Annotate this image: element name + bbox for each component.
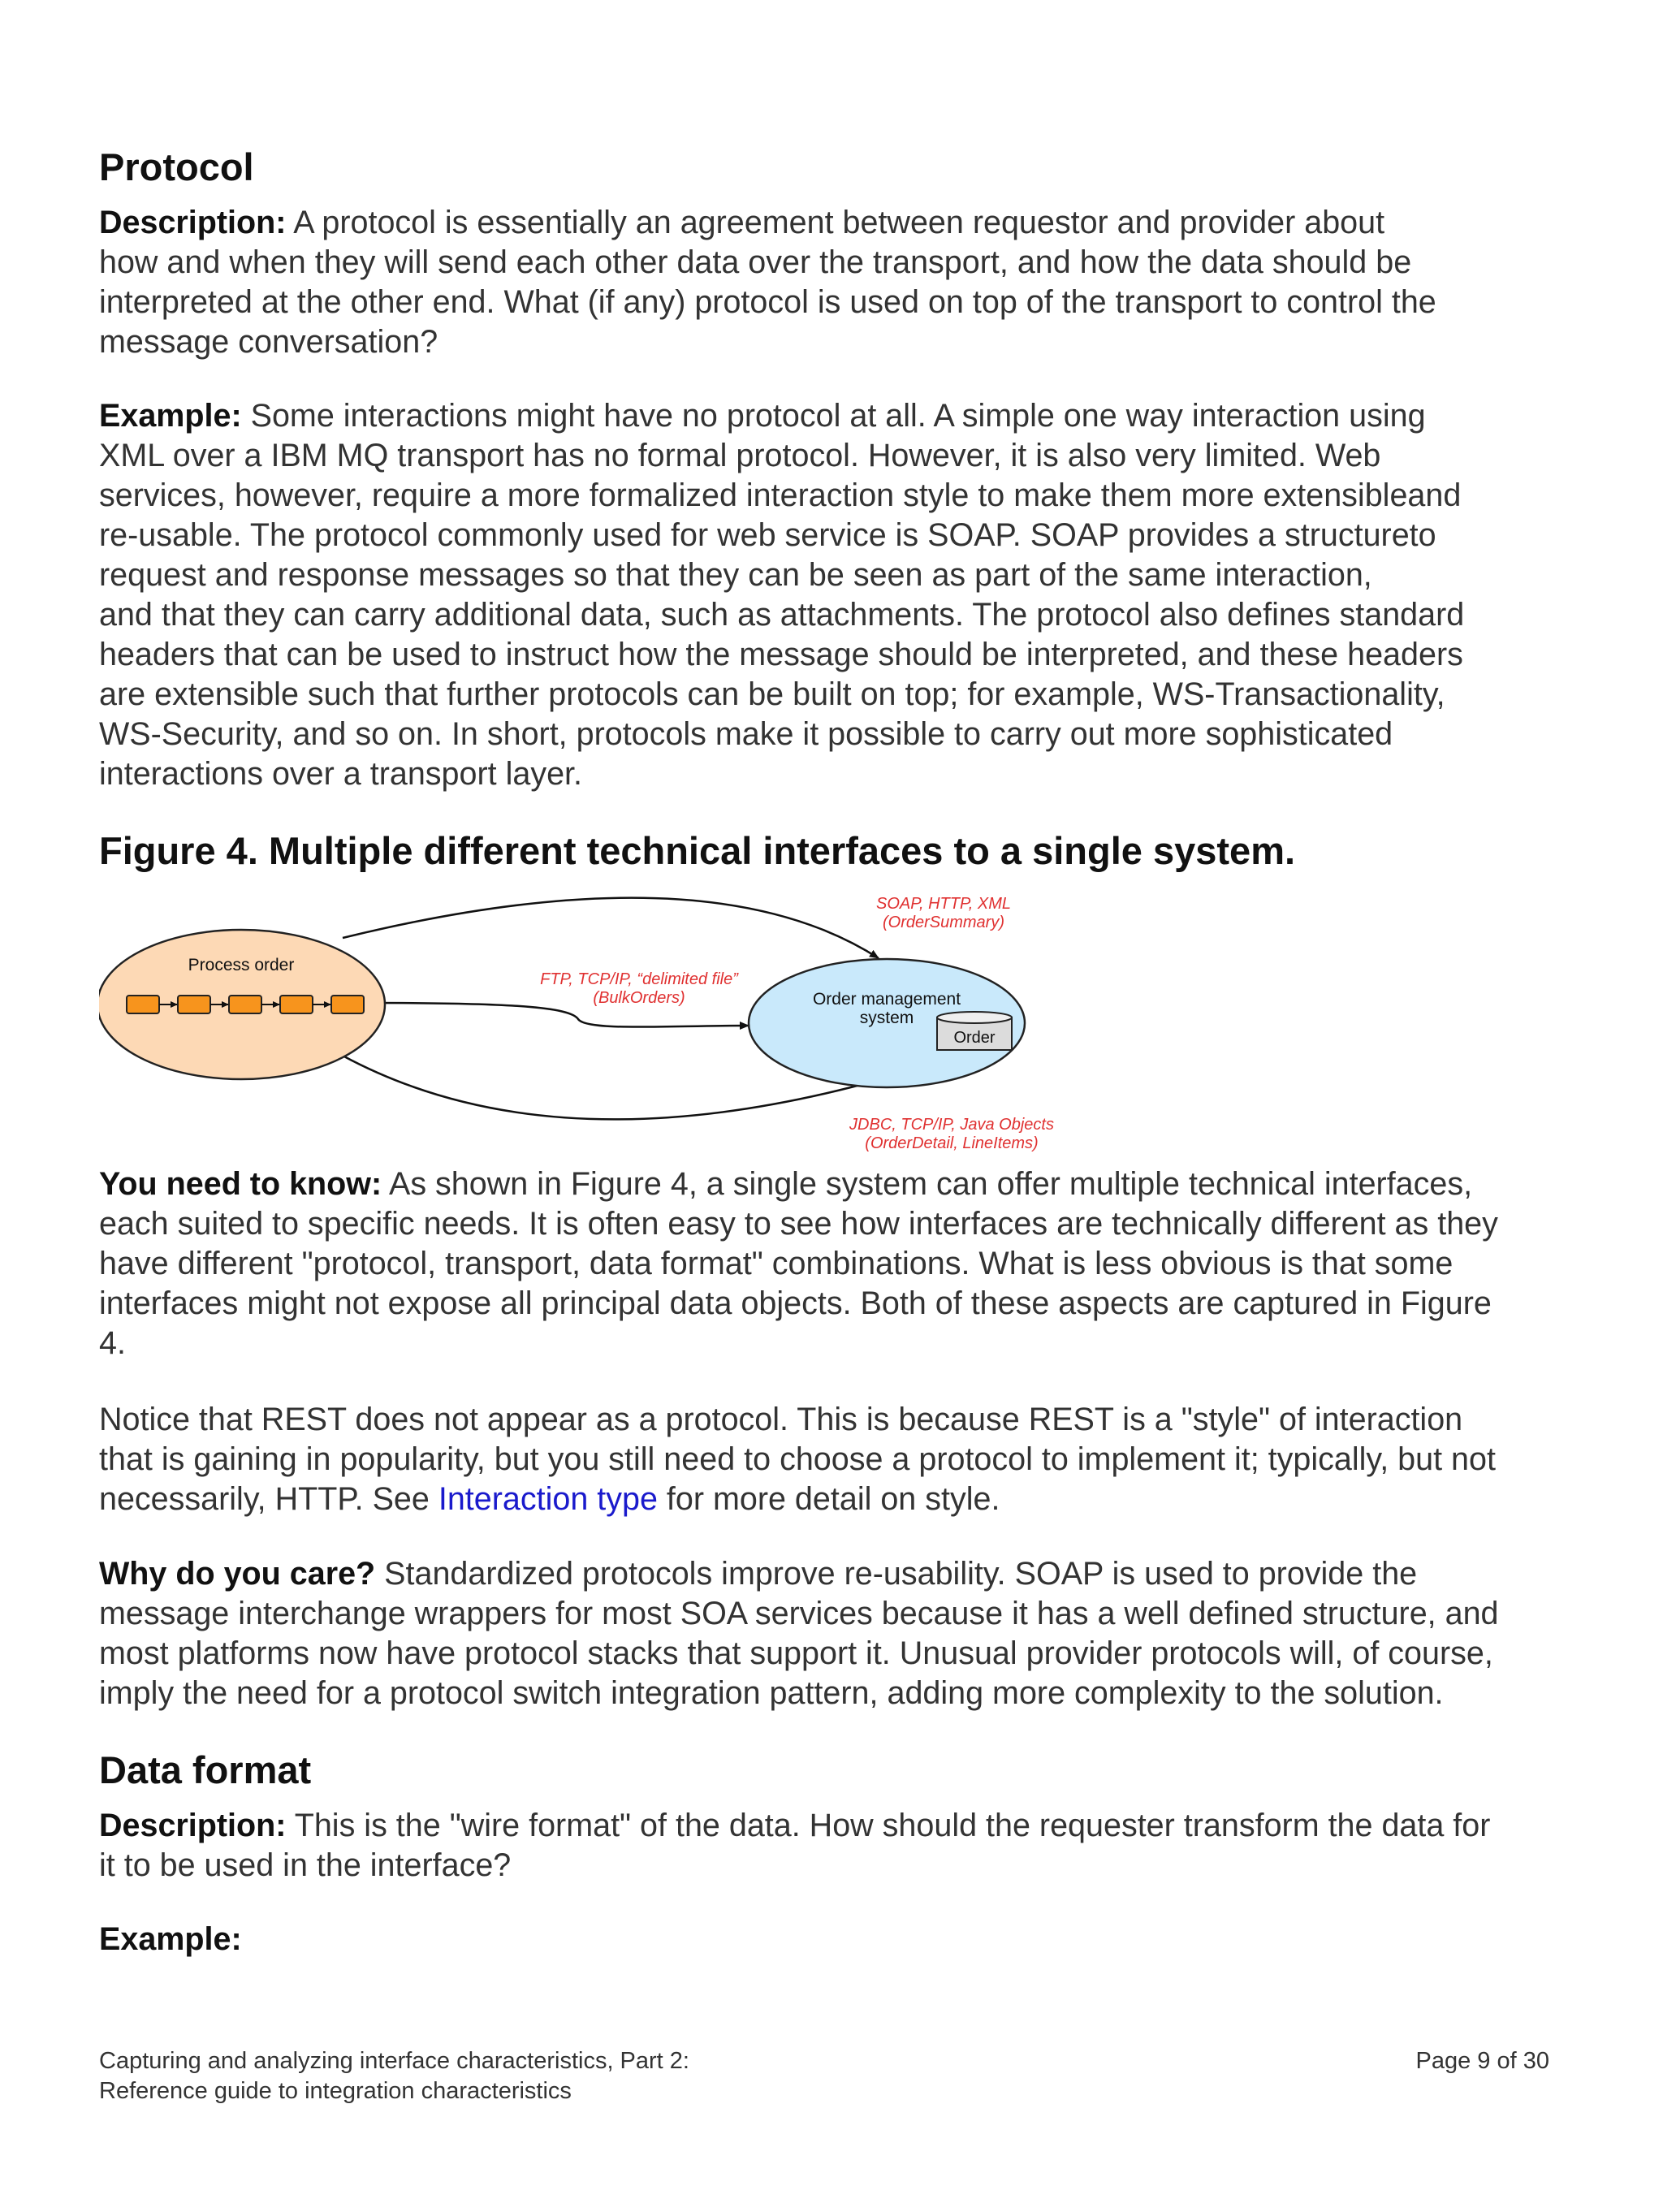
process-task-3 (229, 996, 261, 1013)
jdbc-label-2: (OrderDetail, LineItems) (865, 1134, 1039, 1152)
notice-paragraph: Notice that REST does not appear as a protocol. This is because REST is a "style" of interaction that is gaining in popularity, but you still need to choose a protocol to implement it; typically, but not necessarily, HTTP. See Interaction type for more detail on style. (99, 1402, 1496, 1517)
protocol-description-label: Description: (99, 205, 287, 240)
need-to-know-label: You need to know: (99, 1166, 382, 1202)
protocol-heading: Protocol (99, 145, 254, 188)
soap-label-1: SOAP, HTTP, XML (876, 895, 1011, 913)
protocol-example-label: Example: (99, 398, 242, 434)
data-format-description: Description: This is the "wire format" of the data. How should the requester transform the data for it to be used in the interface? (99, 1808, 1491, 1883)
order-database-label: Order (953, 1029, 996, 1047)
data-format-example (99, 1920, 1561, 1959)
jdbc-label-1: JDBC, TCP/IP, Java Objects (849, 1116, 1054, 1134)
figure-caption: Figure 4. Multiple different technical interfaces to a single system. (99, 829, 1296, 872)
process-task-5 (331, 996, 364, 1013)
ftp-interface-arrow (367, 1003, 749, 1027)
interfaces-diagram (99, 889, 1073, 1157)
interaction-type-link[interactable]: Interaction type (438, 1481, 658, 1517)
data-format-example-label: Example: (99, 1921, 242, 1957)
data-format-heading: Data format (99, 1748, 312, 1791)
why-care-label: Why do you care? (99, 1556, 376, 1592)
process-task-1 (127, 996, 159, 1013)
why-care-paragraph: Why do you care? Standardized protocols improve re-usability. SOAP is used to provide the message interchange wrappers for most SOA services because it has a well defined structure, and most platforms now have protocol stacks that support it. Unusual provider protocols will, of course, imply the need for a protocol switch integration pattern, adding more complexity to the solution. (99, 1556, 1499, 1711)
order-management-label-2: system (859, 1009, 914, 1027)
footer-title: Capturing and analyzing interface characteristics, Part 2: Reference guide to integration characteristics (99, 2048, 689, 2104)
process-task-4 (280, 996, 313, 1013)
data-format-description-label: Description: (99, 1808, 287, 1843)
protocol-example: Example: Some interactions might have no protocol at all. A simple one way interaction using XML over a IBM MQ transport has no formal protocol. However, it is also very limited. Web services, however, require a more formalized interaction style to make them more extensibleand re-usable. The protocol commonly used for web service is SOAP. SOAP provides a structureto request and response messages so that they can be seen as part of the same interaction, and that they can carry additional data, such as attachments. The protocol also defines standard headers that can be used to instruct how the message should be interpreted, and these headers are extensible such that further protocols can be built on top; for example, WS-Transactionality, WS-Security, and so on. In short, protocols make it possible to carry out more sophisticated interactions over a transport layer. (99, 398, 1465, 792)
order-database-icon (937, 1012, 1012, 1050)
page-number: Page 9 of 30 (1415, 2048, 1549, 2074)
process-task-2 (178, 996, 210, 1013)
ftp-label-1: FTP, TCP/IP, “delimited file” (540, 970, 738, 988)
need-to-know-paragraph: You need to know: As shown in Figure 4, a single system can offer multiple technical interfaces, each suited to specific needs. It is often easy to see how interfaces are technically different as they have different "protocol, transport, data format" combinations. What is less obvious is that some interfaces might not expose all principal data objects. Both of these aspects are captured in Figure 4. (99, 1166, 1498, 1361)
protocol-description: Description: A protocol is essentially an agreement between requestor and provider about how and when they will send each other data over the transport, and how the data should be interpreted at the other end. What (if any) protocol is used on top of the transport to control the message conversation? (99, 205, 1436, 360)
soap-interface-arrow (343, 898, 879, 958)
process-order-label: Process order (188, 956, 295, 974)
soap-label-2: (OrderSummary) (882, 914, 1005, 931)
order-management-label-1: Order management (812, 990, 961, 1009)
ftp-label-2: (BulkOrders) (593, 989, 685, 1007)
